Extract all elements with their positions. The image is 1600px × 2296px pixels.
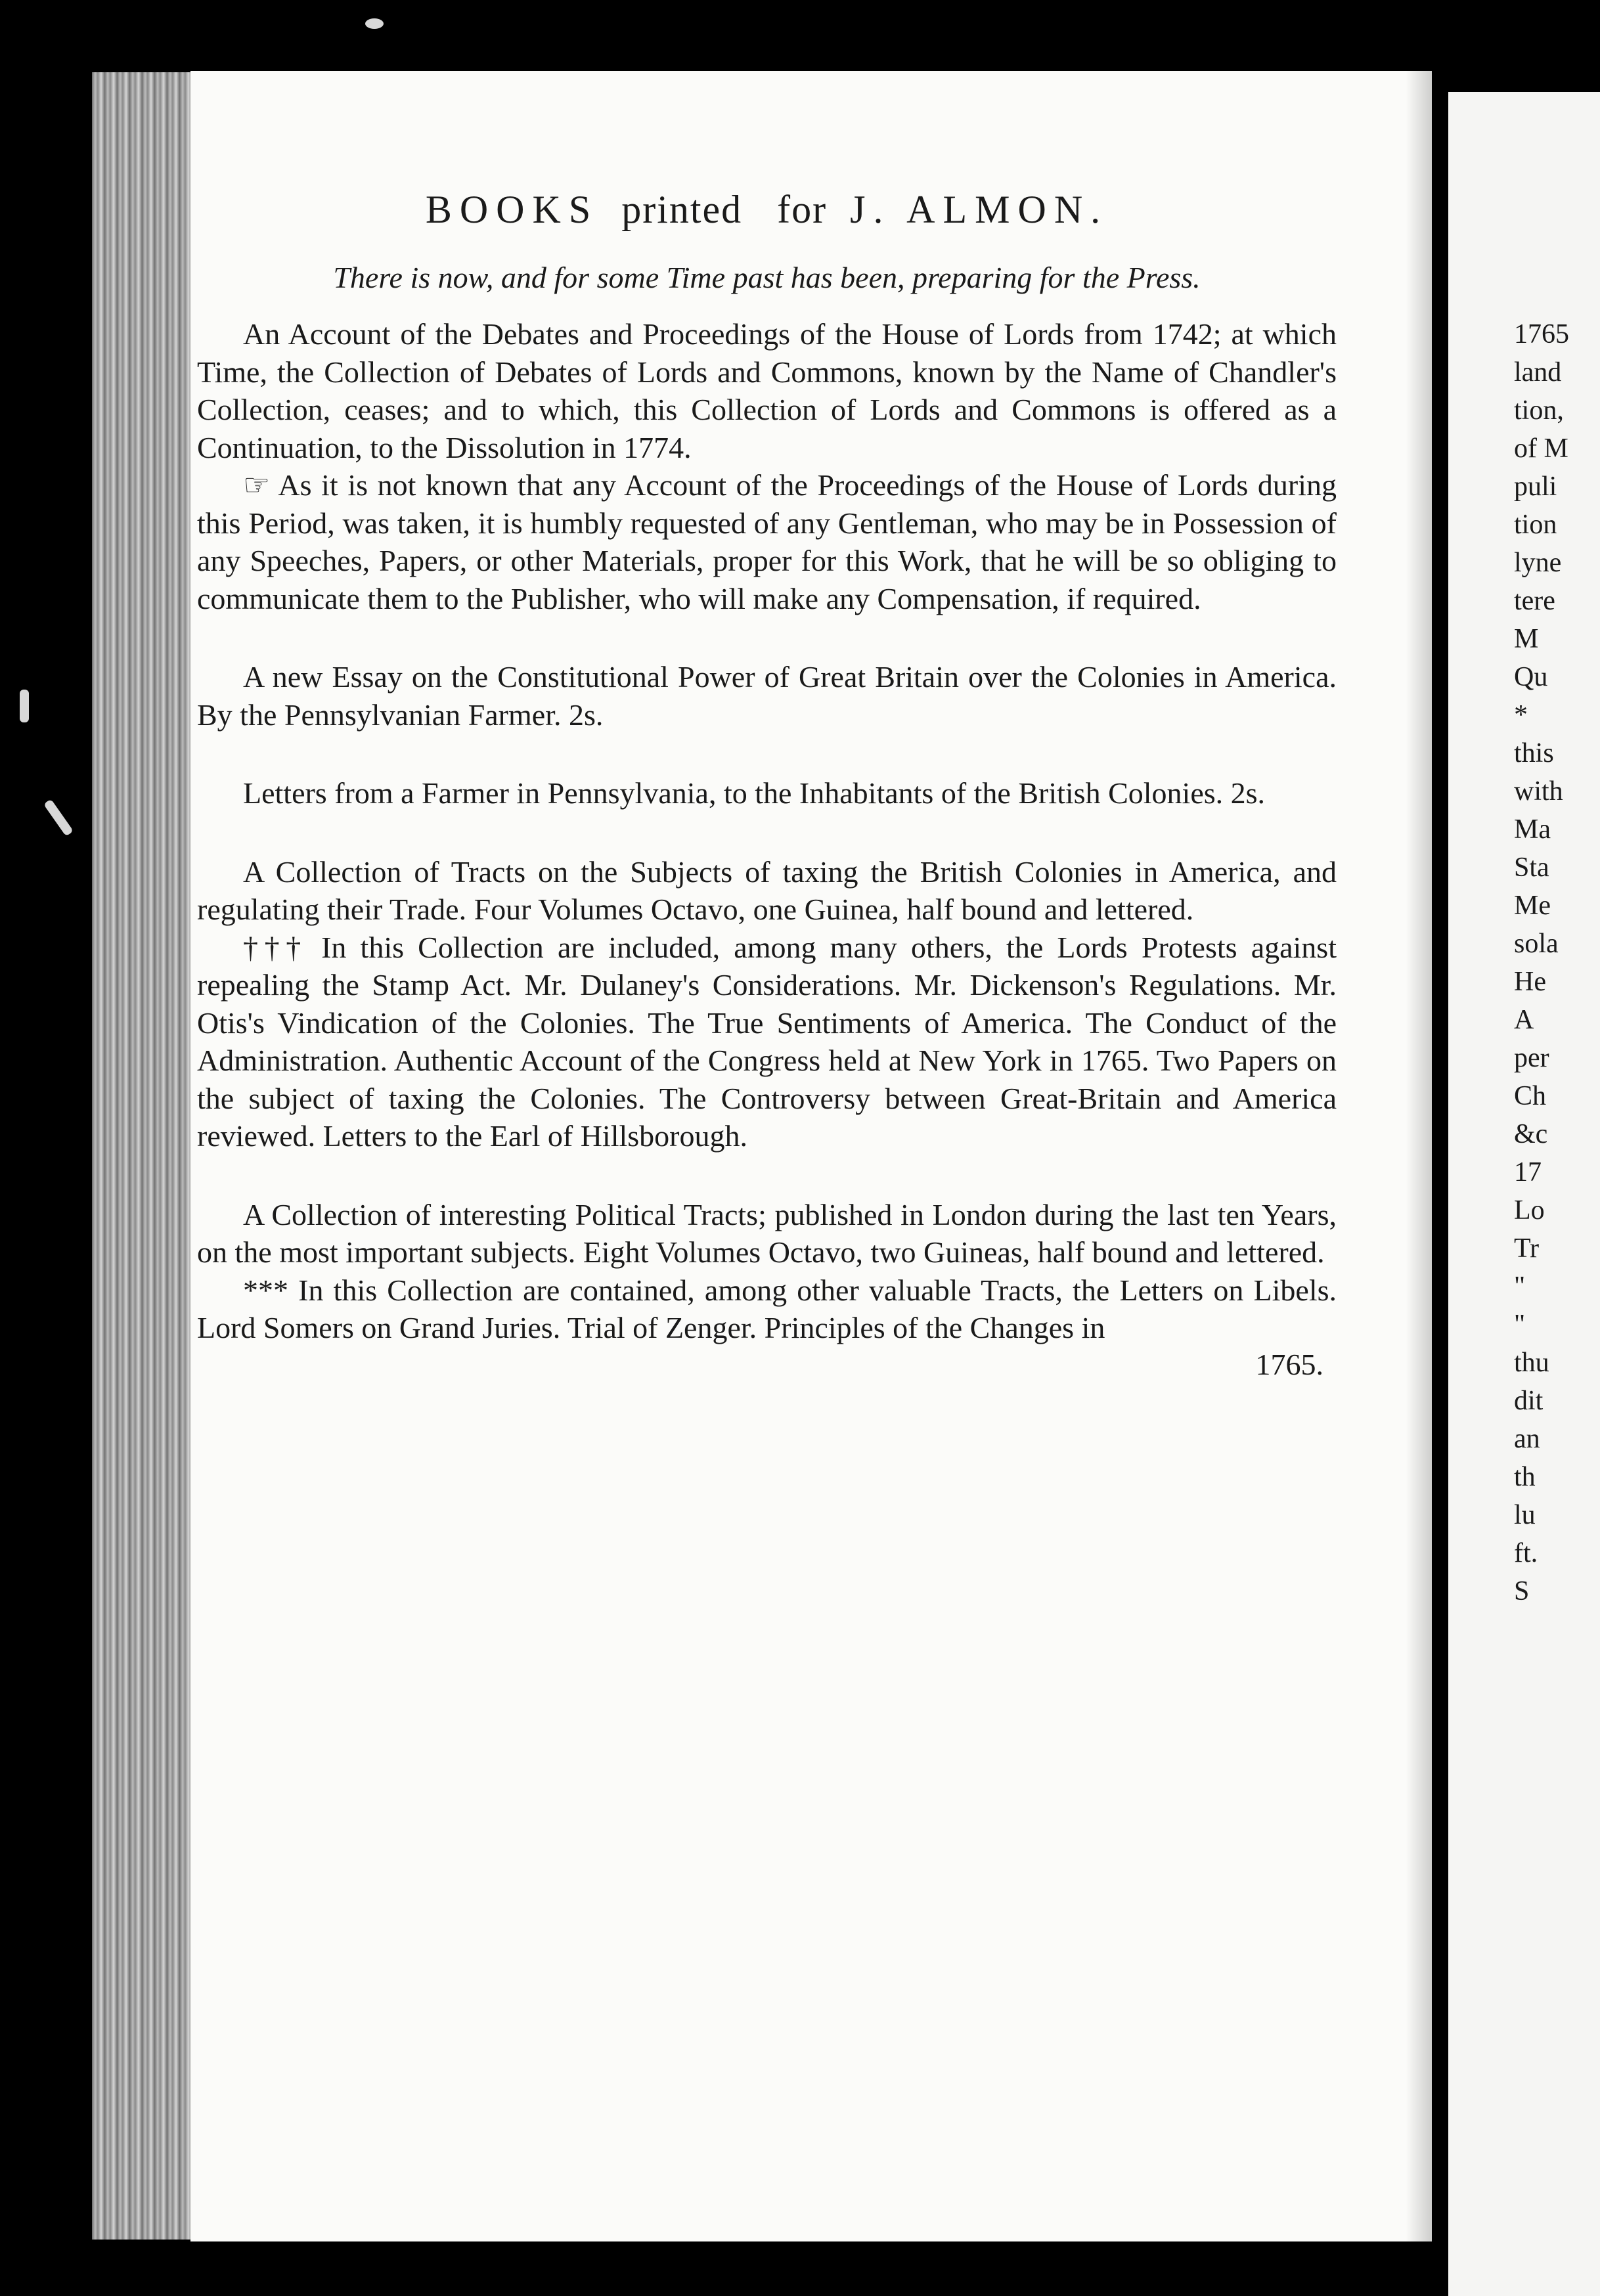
entry-note: *** In this Collection are contained, among other valuable Tracts, the Letters on Libels. Lord Somers on Grand Juries. Trial of Zenger. Principles of the Changes in: [197, 1273, 1337, 1344]
facing-page-fragment: Me: [1514, 891, 1551, 921]
header-word: BOOKS: [425, 188, 599, 231]
entry-note: ☞ As it is not known that any Account of the Proceedings of the House of Lords during this Period, was taken, it is humbly requested of any Gentleman, who may be in Possession of any Speeches, Papers, or other Materials, proper for this Work, that he will be so obliging to communicate them to the Publisher, who will make any Compensation, if required.: [197, 468, 1337, 615]
facing-page-fragment: Sta: [1514, 852, 1549, 883]
facing-page-text: [1514, 315, 1600, 1610]
facing-page-fragment: lyne: [1514, 548, 1562, 578]
facing-page-fragment: this: [1514, 738, 1554, 768]
book-page-edges: [92, 72, 190, 2240]
facing-page-fragment: &c: [1514, 1119, 1548, 1149]
facing-page-fragment: tere: [1514, 586, 1555, 616]
facing-page-fragment: M: [1514, 624, 1539, 654]
header-word: for: [777, 188, 828, 231]
facing-page-fragment: tion: [1514, 510, 1557, 540]
facing-page-fragment: 1765: [1514, 319, 1569, 349]
entry-farmer-letters: Letters from a Farmer in Pennsylvania, to the Inhabitants of the British Colonies. 2s.: [243, 776, 1266, 810]
facing-page-fragment: an: [1514, 1424, 1540, 1454]
running-header: [197, 187, 1337, 232]
facing-page-fragment: ": [1514, 1271, 1526, 1302]
facing-page-fragment: th: [1514, 1462, 1536, 1492]
facing-page-fragment: ft.: [1514, 1538, 1538, 1568]
facing-page-fragment: Ch: [1514, 1081, 1547, 1111]
facing-page-fragment: land: [1514, 357, 1562, 387]
facing-page-fragment: Lo: [1514, 1195, 1545, 1225]
page-content: [197, 131, 1337, 1382]
facing-page-fragment: He: [1514, 967, 1546, 997]
header-word: printed: [621, 188, 743, 231]
dust-speck: [365, 18, 384, 29]
header-word: J. ALMON.: [850, 188, 1109, 231]
facing-page-fragment: Qu: [1514, 662, 1548, 692]
facing-page-fragment: with: [1514, 776, 1563, 806]
entry-note: ††† In this Collection are included, among many others, the Lords Protests against repealing the Stamp Act. Mr. Dulaney's Considerations. Mr. Dickenson's Regulations. Mr. Otis's Vindication of the Colonies. The True Sentiments of America. The Conduct of the Administration. Authentic Account of the Congress held at New York in 1765. Two Papers on the subject of taxing the Colonies. The Controversy between Great-Britain and America reviewed. Letters to the Earl of Hillsborough.: [197, 930, 1337, 1153]
facing-page-fragment: sola: [1514, 929, 1559, 959]
facing-page-fragment: lu: [1514, 1500, 1536, 1530]
facing-page-fragment: *: [1514, 700, 1528, 730]
entry-collection-tracts: A Collection of Tracts on the Subjects of taxing the British Colonies in America, and regulating their Trade. Four Volumes Octavo, one Guinea, half bound and lettered.: [197, 854, 1337, 926]
facing-page-fragment: tion,: [1514, 395, 1564, 426]
facing-page-fragment: puli: [1514, 472, 1557, 502]
facing-page-fragment: Ma: [1514, 814, 1551, 845]
facing-page-fragment: Tr: [1514, 1233, 1540, 1264]
entry-political-tracts: A Collection of interesting Political Tracts; published in London during the last ten Years, on the most important subjects. Eight Volumes Octavo, two Guineas, half bound and lettered.: [197, 1197, 1337, 1269]
preamble: There is now, and for some Time past has been, preparing for the Press.: [333, 261, 1201, 294]
facing-page-fragment: thu: [1514, 1348, 1549, 1378]
facing-page-fragment: ": [1514, 1310, 1526, 1340]
catchword: 1765.: [1255, 1347, 1323, 1381]
entry-lords-debates: An Account of the Debates and Proceedings of the House of Lords from 1742; at which Time, the Collection of Debates of Lords and Commons, known by the Name of Chandler's Collection, ceases; and to which, this Collection of Lords and Commons is offered as a Continuation, to the Dissolution in 1774.: [197, 317, 1337, 464]
facing-page-fragment: per: [1514, 1043, 1549, 1073]
facing-page-fragment: A: [1514, 1005, 1534, 1035]
dust-speck: [43, 799, 74, 836]
dust-speck: [20, 690, 29, 722]
entry-new-essay: A new Essay on the Constitutional Power of Great Britain over the Colonies in America. By the Pennsylvanian Farmer. 2s.: [197, 660, 1337, 732]
facing-page-fragment: dit: [1514, 1386, 1544, 1416]
facing-page-fragment: S: [1514, 1576, 1530, 1606]
facing-page-fragment: 17: [1514, 1157, 1542, 1187]
facing-page-fragment: of M: [1514, 433, 1568, 464]
